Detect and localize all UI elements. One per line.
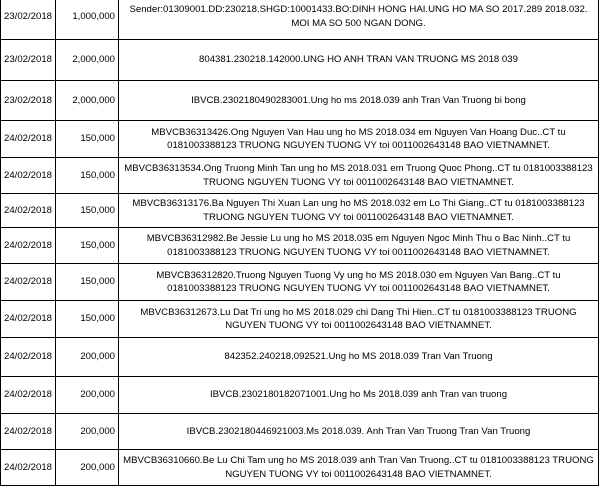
- table-row: [1, 338, 599, 377]
- description-cell: 804381.230218.142000.UNG HO ANH TRAN VAN TRUONG MS 2018 039: [119, 40, 599, 81]
- date-cell: 24/02/2018: [1, 377, 56, 414]
- date-cell: 23/02/2018: [1, 0, 56, 40]
- date-cell: 24/02/2018: [1, 228, 56, 264]
- date-cell: 24/02/2018: [1, 158, 56, 194]
- description-cell: IBVCB.2302180446921003.Ms 2018.039. Anh Tran Van Truong Tran Van Truong: [119, 414, 599, 450]
- date-cell: 24/02/2018: [1, 450, 56, 486]
- amount-cell: 150,000: [56, 228, 119, 264]
- description-cell: IBVCB.2302180490283001.Ung ho ms 2018.039 anh Tran Van Truong bi bong: [119, 81, 599, 121]
- table-row: [1, 40, 599, 81]
- table-row: [1, 414, 599, 450]
- table-row: [1, 158, 599, 194]
- amount-cell: 150,000: [56, 194, 119, 228]
- table-row: [1, 264, 599, 301]
- date-cell: 23/02/2018: [1, 40, 56, 81]
- amount-cell: 200,000: [56, 338, 119, 377]
- table-row: [1, 121, 599, 158]
- table-row: [1, 450, 599, 486]
- date-cell: 24/02/2018: [1, 414, 56, 450]
- description-cell: MBVCB36312820.Truong Nguyen Tuong Vy ung ho MS 2018.030 em Nguyen Van Bang..CT tu 0181003388123 TRUONG NGUYEN TUONG VY toi 0011002643148 BAO VIETNAMNET.: [119, 264, 599, 301]
- description-cell: MBVCB36310660.Be Lu Chi Tam ung ho MS 2018.039 anh Tran Van Truong..CT tu 0181003388123 TRUONG NGUYEN TUONG VY toi 0011002643148 BAO VIETNAMNET.: [119, 450, 599, 486]
- description-cell: 842352.240218.092521.Ung ho MS 2018.039 Tran Van Truong: [119, 338, 599, 377]
- table-row: [1, 377, 599, 414]
- date-cell: 23/02/2018: [1, 81, 56, 121]
- description-cell: MBVCB36313176.Ba Nguyen Thi Xuan Lan ung ho MS 2018.032 em Lo Thi Giang..CT tu 0181003388123 TRUONG NGUYEN TUONG VY toi 0011002643148 BAO VIETNAMNET.: [119, 194, 599, 228]
- amount-cell: 150,000: [56, 264, 119, 301]
- amount-cell: 200,000: [56, 450, 119, 486]
- amount-cell: 2,000,000: [56, 40, 119, 81]
- amount-cell: 2,000,000: [56, 81, 119, 121]
- table-row: [1, 0, 599, 40]
- date-cell: 24/02/2018: [1, 264, 56, 301]
- description-cell: MBVCB36312673.Lu Dat Tri ung ho MS 2018.029 chi Dang Thi Hien..CT tu 0181003388123 TRUONG NGUYEN TUONG VY toi 0011002643148 BAO VIETNAMNET.: [119, 301, 599, 338]
- amount-cell: 150,000: [56, 121, 119, 158]
- table-row: [1, 194, 599, 228]
- table-row: [1, 81, 599, 121]
- description-cell: Sender:01309001.DD:230218.SHGD:10001433.BO:DINH HONG HAI.UNG HO MA SO 2017.289 2018.032. MOI MA SO 500 NGAN DONG.: [119, 0, 599, 40]
- date-cell: 24/02/2018: [1, 301, 56, 338]
- description-cell: IBVCB.2302180182071001.Ung ho Ms 2018.039 anh Tran van truong: [119, 377, 599, 414]
- description-cell: MBVCB36313426.Ong Nguyen Van Hau ung ho MS 2018.034 em Nguyen Van Hoang Duc..CT tu 0181003388123 TRUONG NGUYEN TUONG VY toi 0011002643148 BAO VIETNAMNET.: [119, 121, 599, 158]
- amount-cell: 150,000: [56, 301, 119, 338]
- date-cell: 24/02/2018: [1, 194, 56, 228]
- description-cell: MBVCB36313534.Ong Truong Minh Tan ung ho MS 2018.031 em Truong Quoc Phong..CT tu 0181003388123 TRUONG NGUYEN TUONG VY toi 0011002643148 BAO VIETNAMNET.: [119, 158, 599, 194]
- description-cell: MBVCB36312982.Be Jessie Lu ung ho MS 2018.035 em Nguyen Ngoc Minh Thu o Bac Ninh..CT tu 0181003388123 TRUONG NGUYEN TUONG VY toi 0011002643148 BAO VIETNAMNET.: [119, 228, 599, 264]
- amount-cell: 150,000: [56, 158, 119, 194]
- table-row: [1, 228, 599, 264]
- date-cell: 24/02/2018: [1, 121, 56, 158]
- amount-cell: 1,000,000: [56, 0, 119, 40]
- table-row: [1, 301, 599, 338]
- date-cell: 24/02/2018: [1, 338, 56, 377]
- amount-cell: 200,000: [56, 377, 119, 414]
- amount-cell: 200,000: [56, 414, 119, 450]
